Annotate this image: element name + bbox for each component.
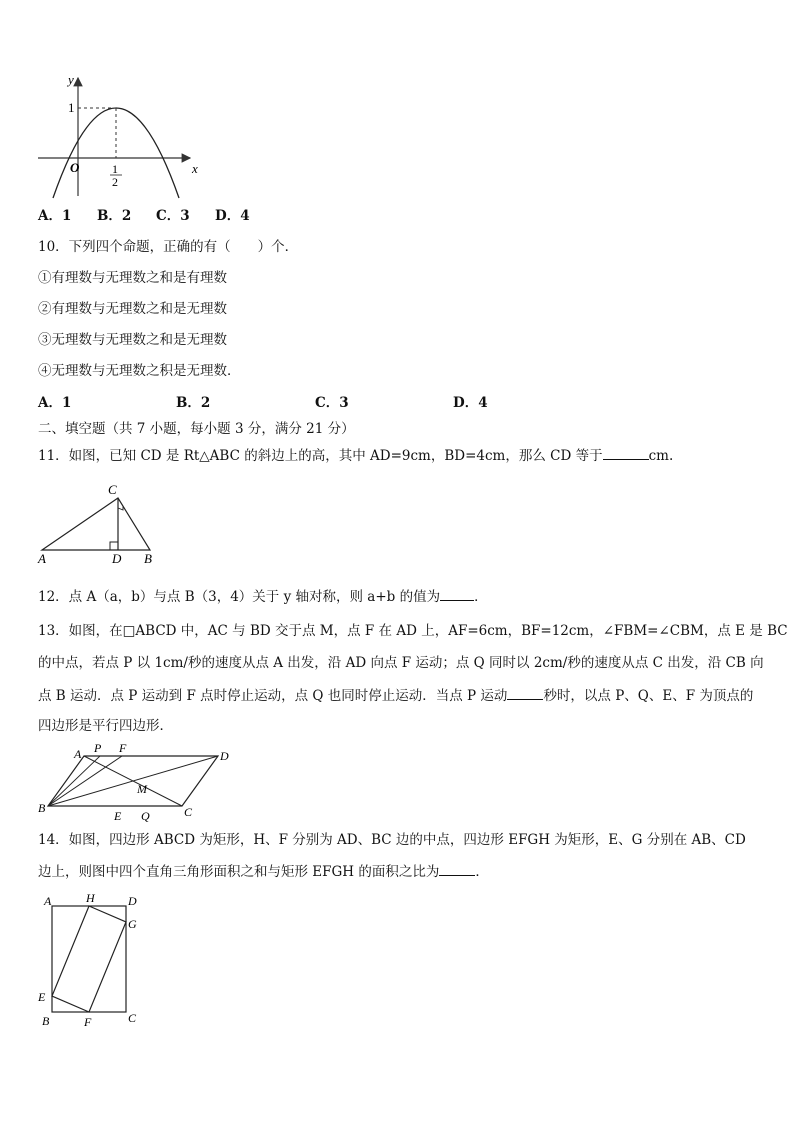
q9-option-a[interactable]: A．1 [38,208,72,224]
q10-item-2: ②有理数与无理数之和是无理数 [38,301,227,317]
q13-line-4: 四边形是平行四边形． [38,718,173,734]
right-angle-mark-c [118,506,123,510]
right-angle-mark-d [110,542,118,550]
q13-line-1: 13．如图，在□ABCD 中，AC 与 BD 交于点 M，点 F 在 AD 上，AF=6cm，BF=12cm，∠FBM=∠CBM，点 E 是 BC [38,623,788,639]
point-c-label: C [184,805,193,819]
section-2-heading: 二、填空题（共 7 小题，每小题 3 分，满分 21 分） [38,421,355,437]
q9-option-b[interactable]: B．2 [97,208,132,224]
q11-answer-blank[interactable] [603,446,649,460]
q10-item-4: ④无理数与无理数之积是无理数． [38,363,241,379]
q10-item-1: ①有理数与无理数之和是有理数 [38,270,227,286]
triangle-abc [42,498,150,550]
q9-option-c[interactable]: C．3 [156,208,190,224]
point-d-label: D [220,749,229,763]
point-h-label: H [86,891,95,905]
q10-item-3: ③无理数与无理数之和是无理数 [38,332,227,348]
q12-stem-text: 12．点 A（a，b）与点 B（3，4）关于 y 轴对称，则 a+b 的值为 [38,589,441,605]
half-numerator: 1 [112,162,118,176]
q13-line-3a: 点 B 运动．点 P 运动到 F 点时停止运动，点 Q 也同时停止运动．当点 P 运动 [38,688,508,704]
right-triangle-figure [34,480,164,566]
q11-stem-unit: cm. [648,448,674,464]
point-e-label: E [38,990,46,1004]
point-a-label: A [74,747,82,761]
point-c-label: C [128,1011,137,1025]
q13-answer-blank[interactable] [507,686,543,700]
q14-line-2b: ． [475,864,489,880]
peak-value-label: 1 [68,100,75,115]
rectangle-abcd [52,906,126,1012]
point-e-label: E [114,809,122,823]
q11-stem-text: 11．如图，已知 CD 是 Rt△ABC 的斜边上的高，其中 AD=9cm，BD=4cm，那么 CD 等于 [38,448,603,464]
q14-line-2 [38,862,489,881]
point-b-label: B [42,1014,50,1028]
q12-stem-end: ． [474,589,488,605]
q10-option-b[interactable]: B．2 [176,395,211,411]
point-b-label: B [38,801,46,815]
segment-bf [48,756,122,806]
y-axis-label: y [68,72,74,87]
half-denominator: 2 [112,175,118,189]
point-q-label: Q [141,809,150,823]
q12-answer-blank[interactable] [440,587,474,601]
point-g-label: G [128,917,137,931]
point-d-label: D [128,894,137,908]
origin-label: O [70,160,80,175]
q10-option-c[interactable]: C．3 [315,395,349,411]
parabola-figure [32,72,212,200]
q10-option-a[interactable]: A．1 [38,395,72,411]
point-d-label: D [112,551,122,566]
q14-line-2a: 边上，则图中四个直角三角形面积之和与矩形 EFGH 的面积之比为 [38,864,440,880]
point-m-label: M [137,782,147,796]
q14-line-1: 14．如图，四边形 ABCD 为矩形，H、F 分别为 AD、BC 边的中点，四边形 EFGH 为矩形，E、G 分别在 AB、CD [38,832,746,848]
point-f-label: F [119,741,127,755]
q13-line-2: 的中点，若点 P 以 1cm/秒的速度从点 A 出发，沿 AD 向点 F 运动；点 Q 同时以 2cm/秒的速度从点 C 出发，沿 CB 向 [38,655,764,671]
q13-line-3 [38,686,753,705]
x-axis-label: x [192,161,198,176]
point-f-label: F [84,1015,92,1029]
q11-stem [38,446,673,465]
point-a-label: A [38,551,46,566]
q9-option-d[interactable]: D．4 [215,208,250,224]
point-a-label: A [44,894,52,908]
point-c-label: C [108,482,117,497]
parallelogram-figure [34,740,238,824]
q10-stem: 10．下列四个命题，正确的有（ ）个． [38,239,299,255]
point-b-label: B [144,551,152,566]
point-p-label: P [94,741,102,755]
rectangle-efgh [52,906,126,1012]
q14-answer-blank[interactable] [439,862,475,876]
q12-stem [38,587,488,606]
q13-line-3b: 秒时，以点 P、Q、E、F 为顶点的 [543,688,754,704]
rectangle-efgh-figure [34,888,150,1032]
q10-option-d[interactable]: D．4 [453,395,488,411]
